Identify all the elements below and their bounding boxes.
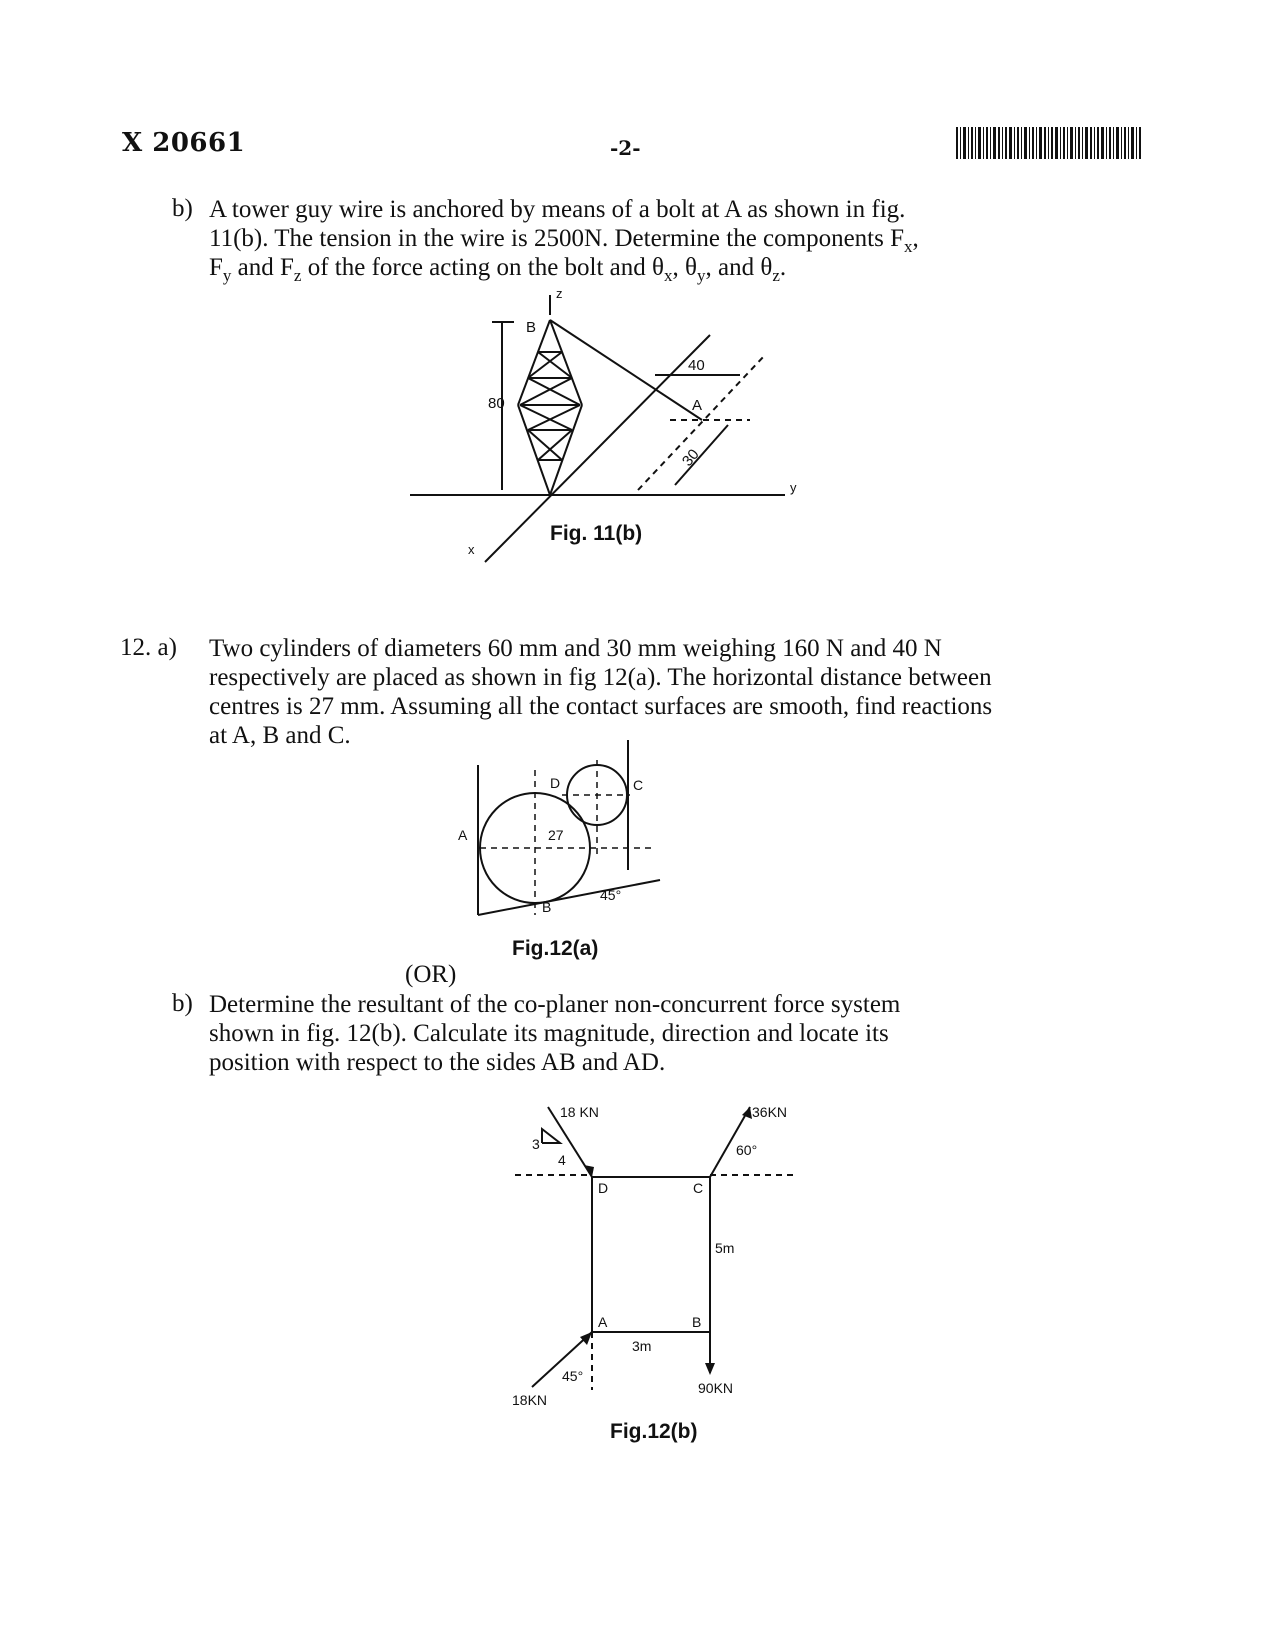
fig11b-caption: Fig. 11(b) <box>550 522 643 545</box>
label-40: 40 <box>688 357 705 374</box>
label-45deg: 45° <box>562 1368 584 1384</box>
incline <box>478 880 660 915</box>
barcode <box>956 127 1141 159</box>
q12b-line: Determine the resultant of the co-planer non-concurrent force system <box>209 991 901 1018</box>
tower <box>518 320 582 495</box>
fig-12a <box>450 740 670 920</box>
q12a-text <box>209 634 1089 750</box>
q11b-line3: $F_y$ and $F_z$ of the force acting on the bolt and $\theta_x$, $\theta_y$, and $\theta_z$. <box>209 254 787 285</box>
q12a-label: 12. a) <box>120 634 177 661</box>
label-60deg: 60° <box>736 1142 758 1158</box>
q12b-line: position with respect to the sides AB and AD. <box>209 1049 666 1076</box>
q12a-line: at A, B and C. <box>209 722 351 749</box>
label-y: y <box>790 480 797 495</box>
q12a-line: respectively are placed as shown in fig 12(a). The horizontal distance between <box>209 664 992 691</box>
q11b-line2: 11(b). The tension in the wire is 2500N. Determine the components $F_x$, <box>209 225 919 256</box>
label-ratio-3: 3 <box>532 1136 540 1152</box>
fig-12b <box>510 1095 810 1415</box>
label-ratio-4: 4 <box>558 1152 566 1168</box>
plate-ABCD <box>592 1177 710 1332</box>
label-A: A <box>692 397 703 414</box>
label-3m: 3m <box>632 1338 652 1354</box>
label-30: 30 <box>678 446 703 470</box>
label-A: A <box>598 1314 608 1330</box>
label-A: A <box>458 827 468 843</box>
arrowhead-18b <box>580 1332 592 1345</box>
label-27: 27 <box>548 827 564 843</box>
page-number: -2- <box>610 136 641 160</box>
label-B: B <box>526 319 537 336</box>
label-B: B <box>692 1314 702 1330</box>
label-45: 45° <box>600 887 622 903</box>
q12a-line: Two cylinders of diameters 60 mm and 30 mm weighing 160 N and 40 N <box>209 635 942 662</box>
label-36kn: 36KN <box>752 1104 788 1120</box>
q11b-text <box>209 195 1089 285</box>
label-80: 80 <box>488 395 505 412</box>
label-B: B <box>542 899 552 915</box>
q12b-label: b) <box>172 990 193 1017</box>
label-D: D <box>598 1180 609 1196</box>
label-z: z <box>556 290 563 301</box>
q11b-line1: A tower guy wire is anchored by means of a bolt at A as shown in fig. <box>209 196 906 223</box>
label-18kn: 18 KN <box>560 1104 599 1120</box>
label-x: x <box>468 542 475 557</box>
fig12b-caption: Fig.12(b) <box>610 1420 698 1443</box>
label-90kn: 90KN <box>698 1380 734 1396</box>
label-C: C <box>633 777 644 793</box>
q12b-text <box>209 990 1089 1077</box>
q11b-label: b) <box>172 195 193 222</box>
q12b-line: shown in fig. 12(b). Calculate its magnitude, direction and locate its <box>209 1020 889 1047</box>
fig12a-caption: Fig.12(a) <box>512 937 599 960</box>
or-separator: (OR) <box>405 961 457 988</box>
exam-code: X 20661 <box>122 128 246 158</box>
arrowhead-90 <box>705 1363 715 1375</box>
label-5m: 5m <box>715 1240 735 1256</box>
label-18kn-bottom: 18KN <box>512 1392 548 1408</box>
label-D: D <box>550 775 561 791</box>
q12a-line: centres is 27 mm. Assuming all the contact surfaces are smooth, find reactions <box>209 693 993 720</box>
label-C: C <box>693 1180 704 1196</box>
